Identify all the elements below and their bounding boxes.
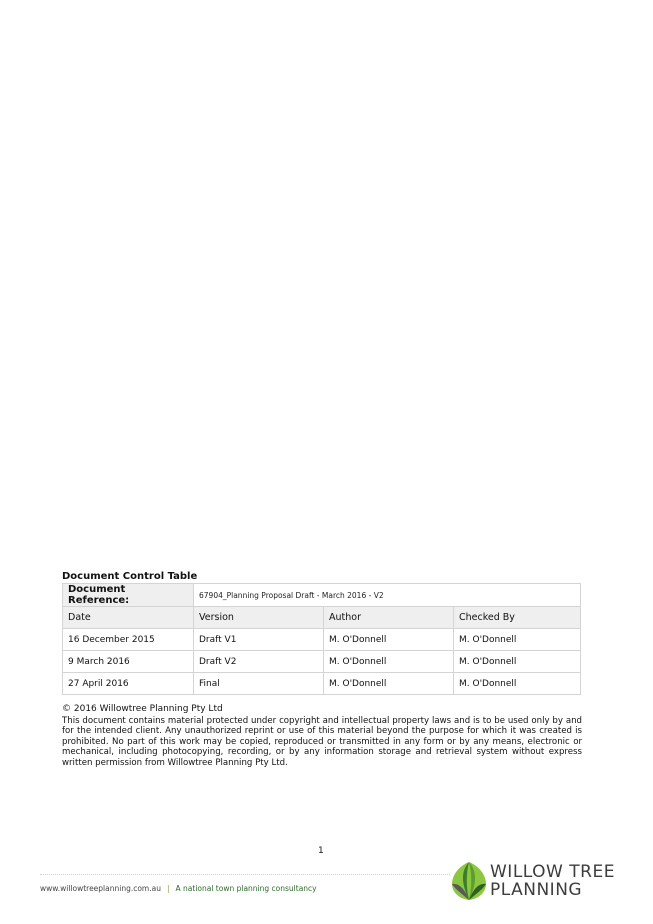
header-date: Date [63, 607, 194, 629]
header-author: Author [324, 607, 454, 629]
reference-value: 67904_Planning Proposal Draft - March 2016 - V2 [194, 584, 581, 607]
document-control-table [62, 583, 581, 695]
cell-checked-by: M. O'Donnell [454, 673, 581, 695]
cell-date: 9 March 2016 [63, 651, 194, 673]
document-control-title: Document Control Table [62, 571, 198, 582]
header-checked-by: Checked By [454, 607, 581, 629]
cell-version: Draft V2 [194, 651, 324, 673]
reference-row [63, 584, 581, 607]
tree-leaf-icon [450, 861, 488, 901]
table-row [63, 673, 581, 695]
cell-date: 16 December 2015 [63, 629, 194, 651]
footer [40, 884, 317, 893]
copyright-notice [62, 704, 582, 769]
table-row [63, 629, 581, 651]
cell-date: 27 April 2016 [63, 673, 194, 695]
page-number: 1 [318, 846, 324, 856]
footer-separator: | [166, 884, 170, 893]
cell-author: M. O'Donnell [324, 673, 454, 695]
cell-author: M. O'Donnell [324, 651, 454, 673]
logo-wordmark-line1: WILLOW TREE [490, 862, 615, 882]
cell-version: Final [194, 673, 324, 695]
footer-tagline: A national town planning consultancy [175, 884, 317, 893]
header-version: Version [194, 607, 324, 629]
footer-website-link[interactable]: www.willowtreeplanning.com.au [40, 884, 161, 893]
cell-version: Draft V1 [194, 629, 324, 651]
cell-checked-by: M. O'Donnell [454, 651, 581, 673]
willow-tree-logo [450, 861, 620, 903]
cell-author: M. O'Donnell [324, 629, 454, 651]
reference-label: Document Reference: [63, 584, 194, 607]
table-header-row [63, 607, 581, 629]
footer-divider [40, 874, 450, 875]
table-row [63, 651, 581, 673]
copyright-body: This document contains material protected under copyright and intellectual property laws and is to be used only by and for the intended client. Any unauthorized reprint or use of this material beyond the purpose for which it was created is prohibited. No part of this work may be copied, reproduced or transmitted in any form or by any means, electronic or mechanical, including photocopying, recording, or by any information storage and retrieval system without express written permission from Willowtree Planning Pty Ltd. [62, 715, 582, 768]
logo-wordmark-line2: PLANNING [490, 880, 583, 900]
copyright-line: © 2016 Willowtree Planning Pty Ltd [62, 704, 223, 714]
cell-checked-by: M. O'Donnell [454, 629, 581, 651]
